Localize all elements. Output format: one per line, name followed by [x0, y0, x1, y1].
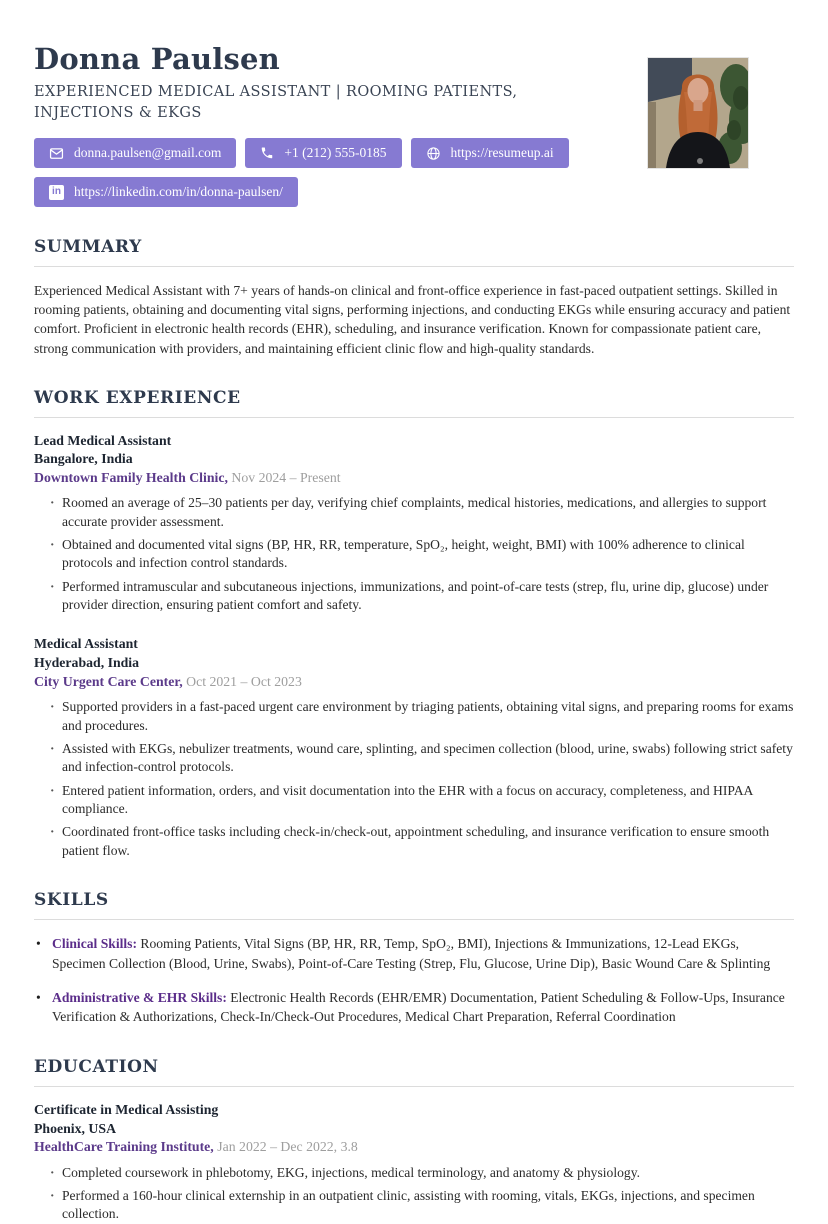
- company-name: Downtown Family Health Clinic,: [34, 469, 228, 485]
- skills-list: [34, 934, 794, 1027]
- education-location: Phoenix, USA: [34, 1120, 117, 1136]
- skill-label: Clinical Skills:: [52, 936, 137, 952]
- linkedin-icon: in: [49, 185, 64, 200]
- job-meta: [34, 673, 794, 692]
- summary-text: Experienced Medical Assistant with 7+ years of hands-on clinical and front-office experience in fast-paced outpatient settings. Skilled in rooming patients, obtaining and documenting vital signs, performing injections, and conducting EKGs while ensuring accuracy and patient comfort. Proficient in electronic health records (EHR), scheduling, and insurance verification. Known for compassionate patient care, strong communication with providers, and maintaining efficient clinic flow and high-quality standards.: [34, 283, 791, 356]
- profile-photo: [648, 58, 748, 168]
- education-section: [34, 1057, 794, 1224]
- linkedin-button[interactable]: [34, 177, 298, 207]
- bullet-item: · Roomed an average of 25–30 patients per day, verifying chief complaints, medical histories, medications, and allergies to support accurate provider assessment.: [34, 494, 794, 531]
- job-location: Hyderabad, India: [34, 655, 140, 671]
- linkedin-label: https://linkedin.com/in/donna-paulsen/: [74, 184, 283, 200]
- section-divider: [34, 266, 794, 267]
- phone-label: +1 (212) 555-0185: [284, 145, 387, 161]
- section-divider: [34, 1086, 794, 1087]
- education-bullet-list: [34, 1164, 794, 1224]
- phone-icon: [260, 146, 274, 160]
- bullet-item: · Entered patient information, orders, and visit documentation into the EHR with a focus on accuracy, completeness, and HIPAA compliance.: [34, 782, 794, 819]
- section-divider: [34, 919, 794, 920]
- email-label: donna.paulsen@gmail.com: [74, 145, 222, 161]
- job-title: Lead Medical Assistant: [34, 432, 172, 448]
- job-entry: [34, 432, 794, 615]
- bullet-item: · Performed intramuscular and subcutaneous injections, immunizations, and point-of-care tests (strep, flu, urine dip, glucose) under provider direction, ensuring patient comfort and safety.: [34, 578, 794, 615]
- summary-title: SUMMARY: [34, 237, 142, 258]
- job-bullet-list: [34, 494, 794, 614]
- experience-section: [34, 388, 794, 861]
- headline: EXPERIENCED MEDICAL ASSISTANT | ROOMING PATIENTS, INJECTIONS & EKGS: [34, 84, 518, 122]
- bullet-item: · Supported providers in a fast-paced urgent care environment by triaging patients, obtaining vital signs, and preparing rooms for exams and procedures.: [34, 698, 794, 735]
- education-meta: [34, 1138, 794, 1157]
- globe-icon: [426, 146, 441, 161]
- education-dates: Jan 2022 – Dec 2022, 3.8: [213, 1139, 358, 1155]
- summary-section: [34, 237, 794, 357]
- skills-section: [34, 890, 794, 1027]
- profile-photo-illustration: [648, 58, 748, 168]
- bullet-item: · Obtained and documented vital signs (BP, HR, RR, temperature, SpO₂, height, weight, BMI) with 100% adherence to clinical protocols and infection control standards.: [34, 536, 794, 573]
- job-dates: Oct 2021 – Oct 2023: [182, 673, 302, 689]
- skill-text: Electronic Health Records (EHR/EMR) Documentation, Patient Scheduling & Follow-Ups, Insurance Verification & Authorizations, Check-In/Check-Out Procedures, Medical Chart Preparation, Referral Coordination: [52, 989, 785, 1025]
- degree-title: Certificate in Medical Assisting: [34, 1101, 219, 1117]
- bullet-item: · Completed coursework in phlebotomy, EKG, injections, medical terminology, and anatomy & physiology.: [34, 1164, 794, 1182]
- education-entry: [34, 1101, 794, 1224]
- bullet-item: · Assisted with EKGs, nebulizer treatments, wound care, splinting, and specimen collection (blood, urine, swabs) following strict safety and infection-control protocols.: [34, 740, 794, 777]
- job-title: Medical Assistant: [34, 636, 138, 652]
- skill-item: [34, 988, 794, 1027]
- email-button[interactable]: [34, 138, 236, 168]
- experience-title: WORK EXPERIENCE: [34, 387, 241, 408]
- skill-text: Rooming Patients, Vital Signs (BP, HR, RR, Temp, SpO₂, BMI), Injections & Immunizations, 12-Lead EKGs, Specimen Collection (Blood, Urine, Swabs), Point-of-Care Testing (Strep, Flu, Glucose, Urine Dip), Basic Wound Care & Splinting: [52, 936, 771, 971]
- skills-title: SKILLS: [34, 890, 109, 911]
- website-label: https://resumeup.ai: [450, 145, 554, 161]
- section-divider: [34, 417, 794, 418]
- skill-label: Administrative & EHR Skills:: [52, 989, 227, 1005]
- email-icon: [49, 146, 64, 161]
- candidate-name: Donna Paulsen: [34, 42, 280, 76]
- contact-buttons: [34, 138, 619, 207]
- header: [34, 42, 794, 207]
- job-dates: Nov 2024 – Present: [227, 469, 341, 485]
- skill-item: [34, 934, 794, 973]
- phone-button[interactable]: [245, 138, 401, 168]
- job-location: Bangalore, India: [34, 451, 133, 467]
- education-title: EDUCATION: [34, 1056, 159, 1077]
- company-name: City Urgent Care Center,: [34, 673, 183, 689]
- bullet-item: · Coordinated front-office tasks including check-in/check-out, appointment scheduling, and insurance verification to ensure smooth patient flow.: [34, 823, 794, 860]
- job-bullet-list: [34, 698, 794, 860]
- school-name: HealthCare Training Institute,: [34, 1139, 214, 1155]
- job-entry: [34, 635, 794, 860]
- website-button[interactable]: [411, 138, 569, 168]
- bullet-item: · Performed a 160-hour clinical externship in an outpatient clinic, assisting with rooming, vitals, EKGs, injections, and specimen collection.: [34, 1187, 794, 1224]
- job-meta: [34, 469, 794, 488]
